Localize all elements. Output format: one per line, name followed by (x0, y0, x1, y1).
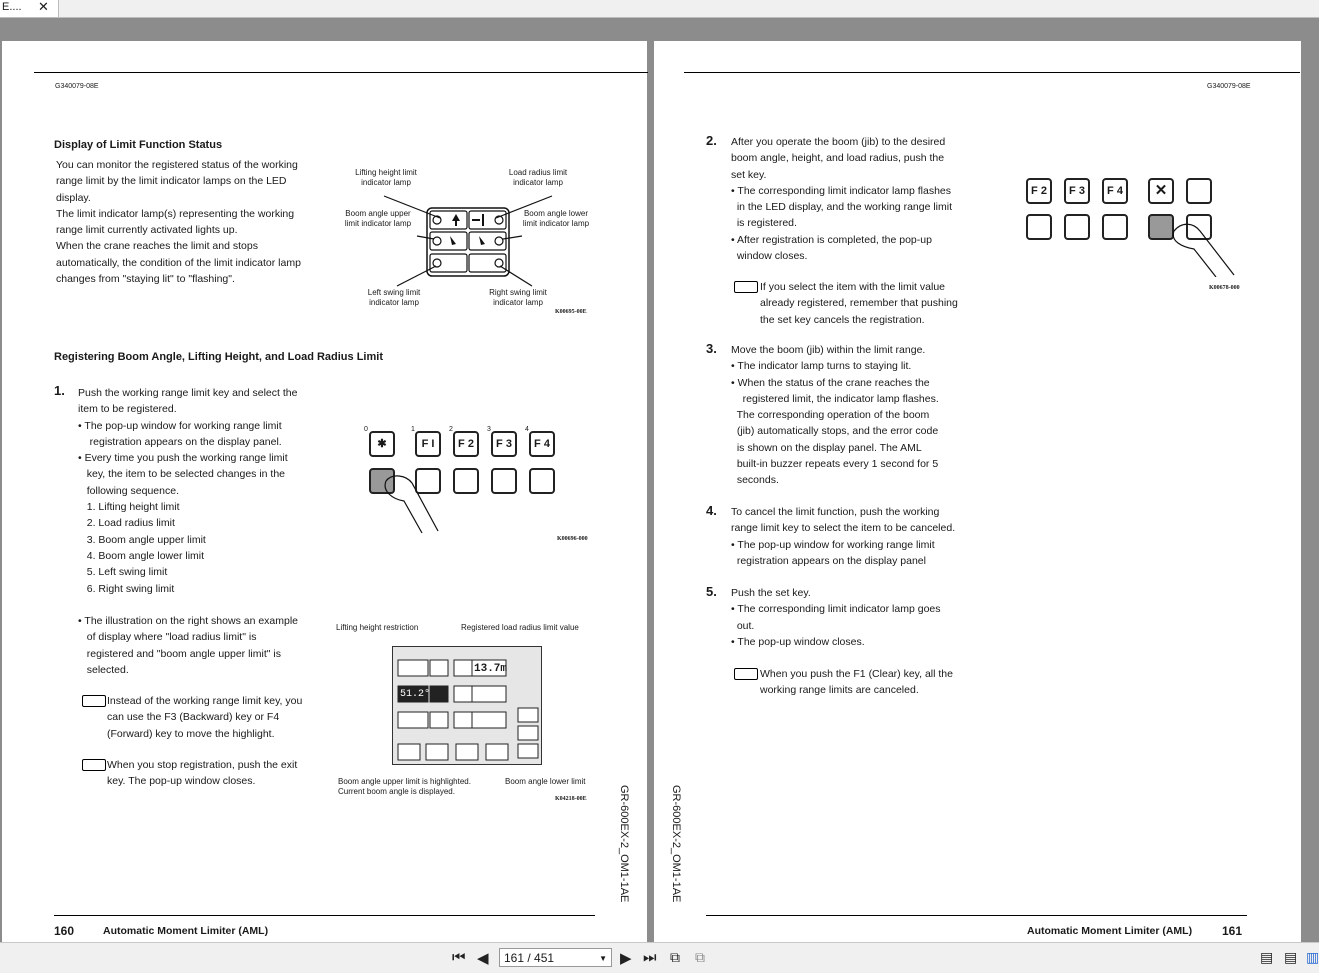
page-160 (2, 41, 647, 957)
text-line: • When the status of the crane reaches the (731, 376, 930, 389)
text-line: automatically, the condition of the limit indicator lamp (56, 256, 301, 269)
key-f2: F 2 (453, 431, 479, 457)
text-line: window closes. (731, 250, 808, 263)
text-line: 1. Lifting height limit (78, 501, 180, 514)
last-page-icon[interactable]: ⏭ (643, 949, 657, 966)
text-line: The corresponding operation of the boom (731, 409, 930, 422)
page-number: 160 (54, 924, 75, 938)
footer-rule (706, 915, 1247, 916)
header-rule (684, 72, 1300, 73)
text-line: already registered, remember that pushing (760, 297, 958, 310)
step-4-text (731, 504, 955, 569)
fig3-code: K04218-00E (555, 796, 587, 802)
text-line: The limit indicator lamp(s) representing the working (56, 207, 295, 220)
text-line: Instead of the working range limit key, you (107, 695, 303, 707)
side-doc-code: GR-600EX-2_OM1-1AE (670, 785, 682, 903)
fig3-lifting-label: Lifting height restriction (336, 623, 419, 632)
chevron-down-icon[interactable]: ▼ (599, 954, 607, 963)
text-line: is shown on the display panel. The AML (731, 441, 922, 454)
text-line: • The corresponding limit indicator lamp goes (731, 603, 941, 616)
load-radius-value: 13.7m (474, 663, 508, 675)
step-1-text (78, 385, 297, 597)
key-8 (491, 468, 517, 494)
text-line: range limit currently activated lights up. (56, 224, 238, 237)
text-line: (Forward) key to move the highlight. (107, 727, 275, 740)
text-line: • The illustration on the right shows an example (78, 615, 299, 627)
page-number: 161 (1222, 924, 1243, 938)
step-2-number: 2. (706, 133, 717, 148)
text-line: can use the F3 (Backward) key or F4 (107, 711, 280, 724)
doc-id: G340079-08E (1207, 83, 1251, 90)
note-icon (734, 668, 758, 680)
text-line: (jib) automatically stops, and the error code (731, 425, 939, 438)
ls-label: Left swing limit indicator lamp (367, 288, 421, 307)
text-line: When you stop registration, push the exit (107, 759, 298, 771)
header-rule (34, 72, 648, 73)
led-display-figure (322, 166, 602, 306)
text-line: registered and "boom angle upper limit" is (78, 647, 281, 660)
key-0: ✱ (369, 431, 395, 457)
key-index: 3 (487, 426, 491, 433)
key-f3: F 3 (1064, 178, 1090, 204)
text-line: working range limits are canceled. (760, 684, 919, 697)
note-3 (760, 279, 958, 328)
bal-label: Boom angle lower limit indicator lamp (522, 209, 590, 228)
text-line: registration appears on the display panel (731, 554, 926, 567)
illustration-text (78, 613, 298, 678)
key-f1: F I (415, 431, 441, 457)
footer-title: Automatic Moment Limiter (AML) (103, 925, 269, 937)
page-selector[interactable] (499, 948, 612, 967)
text-line: registered limit, the indicator lamp flashes. (731, 392, 939, 405)
text-line: of display where "load radius limit" is (78, 631, 257, 644)
key-f2: F 2 (1026, 178, 1052, 204)
footer-rule (54, 915, 595, 916)
text-line: boom angle, height, and load radius, push the (731, 152, 945, 165)
text-line: • After registration is completed, the pop-up (731, 233, 932, 246)
load-label: Load radius limit indicator lamp (508, 168, 568, 187)
tab-title: E.... (2, 1, 22, 13)
display-panel-art (392, 646, 542, 766)
key-9 (529, 468, 555, 494)
single-page-view-icon[interactable]: ▤ (1260, 949, 1274, 965)
text-line: key, the item to be selected changes in the (78, 468, 286, 481)
key-7 (1026, 214, 1052, 240)
fig4-code: K00678-000 (1209, 285, 1240, 291)
prev-page-icon[interactable]: ◀ (477, 950, 489, 967)
section-heading-2: Registering Boom Angle, Lifting Height, and Load Radius Limit (54, 351, 383, 363)
page-161 (654, 41, 1301, 957)
text-line: changes from "staying lit" to "flashing". (56, 273, 235, 286)
text-line: Push the working range limit key and select the (78, 387, 298, 399)
key-index: 0 (364, 426, 368, 433)
key-9 (1102, 214, 1128, 240)
note-2 (107, 757, 297, 790)
key-index: 4 (525, 426, 529, 433)
rs-label: Right swing limit indicator lamp (489, 288, 547, 307)
step-5-text (731, 585, 941, 650)
key-index: 1 (411, 426, 415, 433)
text-line: • The corresponding limit indicator lamp flashes (731, 184, 952, 197)
step-3-text (731, 342, 939, 489)
key-f4: F 4 (529, 431, 555, 457)
step-5-number: 5. (706, 584, 717, 599)
text-line: display. (56, 191, 91, 204)
continuous-view-icon[interactable]: ▤ (1284, 949, 1298, 965)
fig3-bal-label: Boom angle lower limit (505, 777, 586, 786)
footer-title: Automatic Moment Limiter (AML) (1027, 925, 1193, 937)
step-4-number: 4. (706, 503, 717, 518)
text-line: You can monitor the registered status of the working (56, 159, 298, 171)
text-line: range limit by the limit indicator lamps on the LED (56, 175, 287, 188)
text-line: selected. (78, 663, 129, 676)
text-line: To cancel the limit function, push the working (731, 506, 940, 518)
finger-icon (1164, 217, 1244, 277)
text-line: range limit key to select the item to be canceled. (731, 522, 956, 535)
text-line: 5. Left swing limit (78, 566, 168, 579)
text-line: set key. (731, 168, 767, 181)
document-viewer[interactable] (0, 18, 1319, 942)
text-line: When the crane reaches the limit and stops (56, 240, 258, 253)
text-line: key. The pop-up window closes. (107, 775, 256, 788)
first-page-icon[interactable]: ⏮ (452, 949, 466, 966)
fig3-bau-label: Boom angle upper limit is highlighted. Current boom angle is displayed. (338, 777, 471, 796)
key-index: 2 (449, 426, 453, 433)
tab-bar (0, 0, 1319, 18)
side-doc-code: GR-600EX-2_OM1-1AE (618, 785, 630, 903)
facing-view-icon[interactable]: ▥ (1306, 949, 1319, 965)
doc-id: G340079-08E (55, 83, 99, 90)
bau-label: Boom angle upper limit indicator lamp (344, 209, 412, 228)
text-line: • Every time you push the working range limit (78, 452, 288, 465)
note-1 (107, 693, 302, 742)
text-line: item to be registered. (78, 403, 177, 416)
step-2-text (731, 134, 952, 264)
document-tab[interactable] (0, 0, 59, 17)
text-line: 4. Boom angle lower limit (78, 549, 205, 562)
text-line: seconds. (731, 474, 779, 487)
page-indicator: 161 / 451 (504, 951, 555, 965)
key-f3: F 3 (491, 431, 517, 457)
intro-text (56, 157, 301, 287)
history-back-icon[interactable]: ⧉ (670, 949, 680, 965)
fig1-code: K00695-00E (555, 309, 587, 315)
next-page-icon[interactable]: ▶ (620, 950, 632, 967)
text-line: Push the set key. (731, 587, 811, 599)
fig3-load-label: Registered load radius limit value (461, 623, 579, 632)
lift-label: Lifting height limit indicator lamp (355, 168, 417, 187)
text-line: registration appears on the display panel. (78, 435, 282, 448)
text-line: in the LED display, and the working range limit (731, 201, 953, 214)
text-line: • The pop-up window closes. (731, 635, 865, 648)
step-3-number: 3. (706, 341, 717, 356)
text-line: following sequence. (78, 484, 179, 497)
key-8 (1064, 214, 1090, 240)
text-line: built-in buzzer repeats every 1 second for 5 (731, 458, 939, 471)
text-line: When you push the F1 (Clear) key, all the (760, 668, 953, 680)
text-line: 6. Right swing limit (78, 582, 175, 595)
close-icon[interactable]: ✕ (38, 0, 49, 14)
text-line: Move the boom (jib) within the limit range. (731, 344, 926, 356)
key-7 (453, 468, 479, 494)
text-line: the set key cancels the registration. (760, 313, 925, 326)
note-icon (734, 281, 758, 293)
note-icon (82, 759, 106, 771)
exit-key: ✕ (1148, 178, 1174, 204)
note-4 (760, 666, 953, 699)
text-line: is registered. (731, 217, 797, 230)
navigation-toolbar (0, 942, 1319, 973)
text-line: If you select the item with the limit value (760, 281, 945, 293)
text-line: 2. Load radius limit (78, 517, 175, 530)
text-line: out. (731, 619, 755, 632)
text-line: After you operate the boom (jib) to the desired (731, 136, 946, 148)
note-icon (82, 695, 106, 707)
history-forward-icon[interactable]: ⧉ (695, 949, 705, 965)
text-line: • The pop-up window for working range limit (78, 419, 282, 432)
finger-icon (382, 471, 442, 536)
fig2-code: K00696-000 (557, 536, 588, 542)
step-1-number: 1. (54, 383, 65, 398)
boom-angle-value: 51.2° (400, 689, 431, 700)
text-line: • The pop-up window for working range limit (731, 538, 935, 551)
key-11 (1186, 178, 1212, 204)
section-heading: Display of Limit Function Status (54, 139, 223, 151)
text-line: 3. Boom angle upper limit (78, 533, 206, 546)
key-f4: F 4 (1102, 178, 1128, 204)
text-line: • The indicator lamp turns to staying lit. (731, 360, 912, 373)
